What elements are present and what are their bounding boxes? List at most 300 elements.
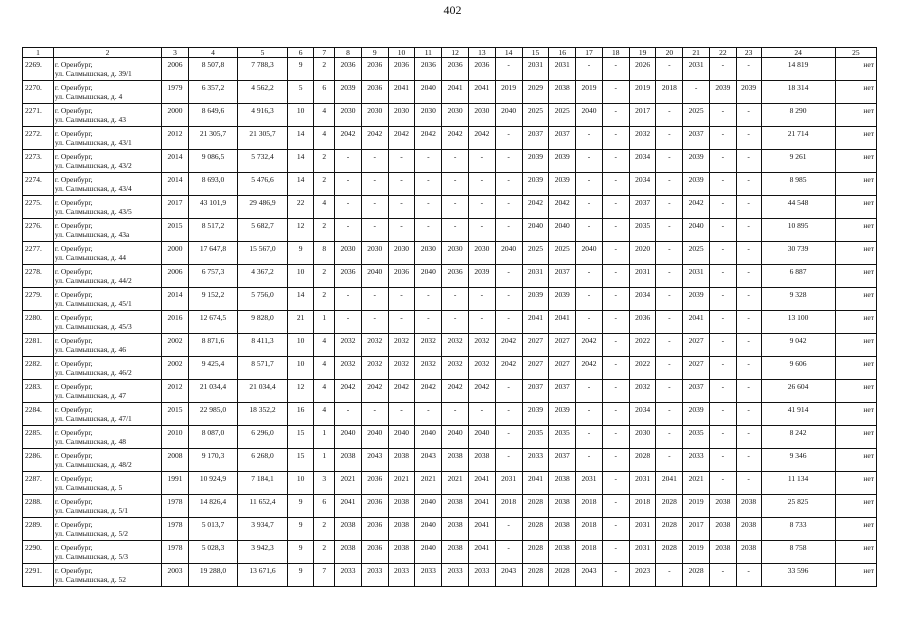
cell-col-15: 2041	[522, 472, 549, 495]
column-number-14: 14	[495, 48, 522, 58]
address-street: ул. Салмышская, д. 43а	[54, 230, 130, 239]
cell-col-13: -	[468, 196, 495, 219]
cell-col-11: 2032	[415, 357, 442, 380]
cell-col-7: 2	[314, 219, 335, 242]
cell-col-9: 2036	[361, 81, 388, 104]
cell-col-13: 2033	[468, 564, 495, 587]
address-cell	[53, 311, 161, 334]
cell-col-23: -	[736, 426, 761, 449]
cell-col-6: 10	[287, 265, 314, 288]
cell-col-7: 4	[314, 380, 335, 403]
cell-col-20: -	[656, 150, 683, 173]
cell-col-7: 1	[314, 311, 335, 334]
cell-col-3: 2014	[162, 173, 189, 196]
cell-col-6: 10	[287, 472, 314, 495]
cell-col-23: -	[736, 380, 761, 403]
address-street: ул. Салмышская, д. 44	[54, 253, 126, 262]
cell-col-25: нет	[835, 58, 876, 81]
cell-col-16: 2037	[549, 449, 576, 472]
cell-col-16: 2037	[549, 265, 576, 288]
cell-col-13: 2038	[468, 449, 495, 472]
cell-col-12: 2040	[442, 426, 469, 449]
cell-col-25: нет	[835, 403, 876, 426]
cell-col-22: -	[710, 242, 737, 265]
cell-col-23: 2038	[736, 495, 761, 518]
cell-col-16: 2037	[549, 380, 576, 403]
cell-col-9: -	[361, 173, 388, 196]
cell-col-25: нет	[835, 426, 876, 449]
cell-col-14: -	[495, 265, 522, 288]
cell-col-3: 1978	[162, 518, 189, 541]
row-number: 2286.	[23, 449, 54, 472]
cell-col-18: -	[602, 288, 629, 311]
cell-col-18: -	[602, 380, 629, 403]
column-number-5: 5	[238, 48, 287, 58]
column-number-1: 1	[23, 48, 54, 58]
cell-col-5: 29 486,9	[238, 196, 287, 219]
cell-col-6: 22	[287, 196, 314, 219]
row-number: 2278.	[23, 265, 54, 288]
cell-col-25: нет	[835, 288, 876, 311]
cell-col-12: 2030	[442, 104, 469, 127]
cell-col-19: 2034	[629, 150, 656, 173]
cell-col-17: 2042	[576, 357, 603, 380]
cell-col-4: 5 013,7	[188, 518, 237, 541]
cell-col-25: нет	[835, 334, 876, 357]
cell-col-21: 2035	[683, 426, 710, 449]
cell-col-15: 2031	[522, 265, 549, 288]
cell-col-15: 2037	[522, 380, 549, 403]
cell-col-24: 8 290	[761, 104, 835, 127]
column-number-22: 22	[710, 48, 737, 58]
cell-col-4: 6 757,3	[188, 265, 237, 288]
cell-col-20: 2028	[656, 518, 683, 541]
table-row	[23, 219, 877, 242]
cell-col-11: 2032	[415, 334, 442, 357]
cell-col-6: 9	[287, 242, 314, 265]
cell-col-5: 5 732,4	[238, 150, 287, 173]
cell-col-7: 2	[314, 518, 335, 541]
cell-col-7: 2	[314, 150, 335, 173]
cell-col-11: 2043	[415, 449, 442, 472]
cell-col-20: -	[656, 403, 683, 426]
cell-col-16: 2038	[549, 81, 576, 104]
cell-col-18: -	[602, 426, 629, 449]
cell-col-20: 2028	[656, 541, 683, 564]
cell-col-5: 6 268,0	[238, 449, 287, 472]
address-city: г. Оренбург,	[54, 83, 93, 92]
cell-col-14: -	[495, 518, 522, 541]
cell-col-16: 2035	[549, 426, 576, 449]
cell-col-19: 2020	[629, 242, 656, 265]
table-row	[23, 472, 877, 495]
cell-col-20: -	[656, 380, 683, 403]
cell-col-24: 9 606	[761, 357, 835, 380]
cell-col-24: 8 733	[761, 518, 835, 541]
cell-col-13: 2041	[468, 472, 495, 495]
cell-col-15: 2027	[522, 357, 549, 380]
cell-col-15: 2042	[522, 196, 549, 219]
cell-col-9: -	[361, 403, 388, 426]
cell-col-22: -	[710, 564, 737, 587]
cell-col-5: 7 184,1	[238, 472, 287, 495]
cell-col-25: нет	[835, 104, 876, 127]
cell-col-18: -	[602, 242, 629, 265]
cell-col-22: 2038	[710, 495, 737, 518]
row-number: 2284.	[23, 403, 54, 426]
cell-col-21: 2042	[683, 196, 710, 219]
address-city: г. Оренбург,	[54, 405, 93, 414]
cell-col-8: -	[335, 311, 362, 334]
address-street: ул. Салмышская, д. 52	[54, 575, 126, 584]
address-city: г. Оренбург,	[54, 152, 93, 161]
cell-col-24: 10 895	[761, 219, 835, 242]
address-cell	[53, 518, 161, 541]
cell-col-5: 5 476,6	[238, 173, 287, 196]
cell-col-22: -	[710, 334, 737, 357]
column-number-header-row	[23, 48, 877, 58]
cell-col-23: -	[736, 334, 761, 357]
cell-col-13: -	[468, 173, 495, 196]
cell-col-12: 2038	[442, 495, 469, 518]
row-number: 2276.	[23, 219, 54, 242]
cell-col-18: -	[602, 196, 629, 219]
column-number-17: 17	[576, 48, 603, 58]
cell-col-3: 2014	[162, 288, 189, 311]
cell-col-7: 2	[314, 288, 335, 311]
address-city: г. Оренбург,	[54, 198, 93, 207]
row-number: 2277.	[23, 242, 54, 265]
cell-col-20: -	[656, 127, 683, 150]
cell-col-8: 2038	[335, 518, 362, 541]
cell-col-19: 2019	[629, 81, 656, 104]
cell-col-3: 2002	[162, 334, 189, 357]
cell-col-19: 2017	[629, 104, 656, 127]
cell-col-21: 2039	[683, 403, 710, 426]
table-row	[23, 426, 877, 449]
cell-col-13: 2041	[468, 495, 495, 518]
row-number: 2280.	[23, 311, 54, 334]
cell-col-6: 16	[287, 403, 314, 426]
cell-col-24: 18 314	[761, 81, 835, 104]
cell-col-23: -	[736, 196, 761, 219]
cell-col-14: -	[495, 150, 522, 173]
cell-col-8: 2033	[335, 564, 362, 587]
table-row	[23, 150, 877, 173]
cell-col-22: 2038	[710, 541, 737, 564]
cell-col-20: -	[656, 449, 683, 472]
cell-col-10: 2032	[388, 334, 415, 357]
address-city: г. Оренбург,	[54, 359, 93, 368]
cell-col-8: 2032	[335, 334, 362, 357]
address-cell	[53, 334, 161, 357]
table-row	[23, 495, 877, 518]
cell-col-25: нет	[835, 472, 876, 495]
address-city: г. Оренбург,	[54, 313, 93, 322]
cell-col-12: 2042	[442, 127, 469, 150]
cell-col-21: 2031	[683, 265, 710, 288]
cell-col-11: -	[415, 150, 442, 173]
page-number: 402	[443, 3, 462, 17]
cell-col-16: 2042	[549, 196, 576, 219]
cell-col-11: -	[415, 311, 442, 334]
row-number: 2291.	[23, 564, 54, 587]
address-city: г. Оренбург,	[54, 244, 93, 253]
cell-col-4: 8 693,0	[188, 173, 237, 196]
address-street: ул. Салмышская, д. 45/1	[54, 299, 132, 308]
address-street: ул. Салмышская, д. 43/5	[54, 207, 132, 216]
cell-col-3: 2017	[162, 196, 189, 219]
address-street: ул. Салмышская, д. 5/1	[54, 506, 129, 515]
cell-col-6: 9	[287, 58, 314, 81]
cell-col-8: -	[335, 196, 362, 219]
cell-col-12: -	[442, 219, 469, 242]
cell-col-3: 1991	[162, 472, 189, 495]
cell-col-6: 10	[287, 357, 314, 380]
cell-col-19: 2035	[629, 219, 656, 242]
row-number: 2269.	[23, 58, 54, 81]
cell-col-17: 2018	[576, 541, 603, 564]
cell-col-13: 2041	[468, 541, 495, 564]
cell-col-16: 2039	[549, 403, 576, 426]
address-cell	[53, 541, 161, 564]
cell-col-13: -	[468, 311, 495, 334]
cell-col-11: 2040	[415, 81, 442, 104]
cell-col-22: -	[710, 58, 737, 81]
cell-col-6: 5	[287, 81, 314, 104]
cell-col-4: 21 034,4	[188, 380, 237, 403]
cell-col-5: 13 671,6	[238, 564, 287, 587]
cell-col-7: 4	[314, 196, 335, 219]
table-row	[23, 288, 877, 311]
cell-col-7: 8	[314, 242, 335, 265]
cell-col-7: 4	[314, 334, 335, 357]
address-cell	[53, 150, 161, 173]
column-number-3: 3	[162, 48, 189, 58]
cell-col-12: -	[442, 173, 469, 196]
cell-col-24: 21 714	[761, 127, 835, 150]
cell-col-6: 14	[287, 288, 314, 311]
table-row	[23, 173, 877, 196]
address-street: ул. Салмышская, д. 48/2	[54, 460, 132, 469]
cell-col-16: 2039	[549, 288, 576, 311]
cell-col-20: -	[656, 104, 683, 127]
cell-col-9: 2042	[361, 127, 388, 150]
cell-col-19: 2026	[629, 58, 656, 81]
cell-col-5: 3 942,3	[238, 541, 287, 564]
cell-col-5: 7 788,3	[238, 58, 287, 81]
cell-col-4: 9 152,2	[188, 288, 237, 311]
cell-col-5: 21 034,4	[238, 380, 287, 403]
cell-col-8: 2030	[335, 242, 362, 265]
address-street: ул. Салмышская, д. 43/2	[54, 161, 132, 170]
cell-col-15: 2033	[522, 449, 549, 472]
cell-col-8: -	[335, 403, 362, 426]
table-row	[23, 196, 877, 219]
cell-col-17: 2043	[576, 564, 603, 587]
cell-col-25: нет	[835, 219, 876, 242]
row-number: 2271.	[23, 104, 54, 127]
cell-col-23: 2038	[736, 518, 761, 541]
cell-col-24: 25 825	[761, 495, 835, 518]
column-number-23: 23	[736, 48, 761, 58]
cell-col-5: 8 571,7	[238, 357, 287, 380]
table-row	[23, 357, 877, 380]
cell-col-18: -	[602, 127, 629, 150]
cell-col-18: -	[602, 541, 629, 564]
cell-col-15: 2040	[522, 219, 549, 242]
address-city: г. Оренбург,	[54, 175, 93, 184]
cell-col-17: 2018	[576, 495, 603, 518]
cell-col-9: 2030	[361, 104, 388, 127]
cell-col-12: 2041	[442, 81, 469, 104]
cell-col-12: 2036	[442, 265, 469, 288]
cell-col-22: -	[710, 127, 737, 150]
address-cell	[53, 564, 161, 587]
row-number: 2272.	[23, 127, 54, 150]
cell-col-6: 10	[287, 334, 314, 357]
cell-col-17: 2018	[576, 518, 603, 541]
cell-col-5: 9 828,0	[238, 311, 287, 334]
address-city: г. Оренбург,	[54, 497, 93, 506]
cell-col-18: -	[602, 58, 629, 81]
cell-col-25: нет	[835, 518, 876, 541]
row-number: 2285.	[23, 426, 54, 449]
cell-col-4: 10 924,9	[188, 472, 237, 495]
row-number: 2281.	[23, 334, 54, 357]
cell-col-6: 15	[287, 426, 314, 449]
cell-col-13: 2036	[468, 58, 495, 81]
cell-col-9: 2040	[361, 265, 388, 288]
table-row	[23, 81, 877, 104]
column-number-9: 9	[361, 48, 388, 58]
cell-col-8: 2038	[335, 449, 362, 472]
cell-col-12: -	[442, 311, 469, 334]
cell-col-14: -	[495, 196, 522, 219]
cell-col-12: -	[442, 150, 469, 173]
cell-col-24: 6 887	[761, 265, 835, 288]
cell-col-10: 2021	[388, 472, 415, 495]
address-city: г. Оренбург,	[54, 129, 93, 138]
cell-col-22: -	[710, 426, 737, 449]
cell-col-10: 2042	[388, 127, 415, 150]
cell-col-11: -	[415, 196, 442, 219]
column-number-6: 6	[287, 48, 314, 58]
cell-col-12: -	[442, 403, 469, 426]
cell-col-10: 2038	[388, 495, 415, 518]
cell-col-3: 1979	[162, 81, 189, 104]
cell-col-4: 5 028,3	[188, 541, 237, 564]
cell-col-19: 2034	[629, 288, 656, 311]
cell-col-8: -	[335, 219, 362, 242]
row-number: 2290.	[23, 541, 54, 564]
cell-col-21: 2031	[683, 58, 710, 81]
cell-col-6: 12	[287, 219, 314, 242]
cell-col-5: 4 916,3	[238, 104, 287, 127]
cell-col-4: 8 871,6	[188, 334, 237, 357]
cell-col-20: -	[656, 265, 683, 288]
cell-col-21: 2039	[683, 150, 710, 173]
cell-col-24: 14 819	[761, 58, 835, 81]
table-row	[23, 564, 877, 587]
cell-col-23: -	[736, 288, 761, 311]
cell-col-13: 2041	[468, 518, 495, 541]
table-row	[23, 311, 877, 334]
cell-col-12: 2030	[442, 242, 469, 265]
cell-col-7: 2	[314, 541, 335, 564]
table-row	[23, 334, 877, 357]
cell-col-19: 2028	[629, 449, 656, 472]
cell-col-7: 4	[314, 357, 335, 380]
cell-col-13: 2039	[468, 265, 495, 288]
cell-col-3: 2010	[162, 426, 189, 449]
column-number-12: 12	[442, 48, 469, 58]
cell-col-24: 9 261	[761, 150, 835, 173]
cell-col-6: 15	[287, 449, 314, 472]
cell-col-17: 2040	[576, 242, 603, 265]
cell-col-15: 2037	[522, 127, 549, 150]
cell-col-7: 7	[314, 564, 335, 587]
cell-col-24: 8 242	[761, 426, 835, 449]
cell-col-14: -	[495, 449, 522, 472]
cell-col-21: 2039	[683, 173, 710, 196]
cell-col-12: 2033	[442, 564, 469, 587]
address-cell	[53, 495, 161, 518]
address-cell	[53, 426, 161, 449]
cell-col-17: 2042	[576, 334, 603, 357]
table-row	[23, 403, 877, 426]
cell-col-5: 4 367,2	[238, 265, 287, 288]
cell-col-12: 2021	[442, 472, 469, 495]
cell-col-16: 2025	[549, 242, 576, 265]
cell-col-19: 2022	[629, 334, 656, 357]
cell-col-3: 2015	[162, 403, 189, 426]
cell-col-22: -	[710, 288, 737, 311]
cell-col-13: 2030	[468, 242, 495, 265]
address-city: г. Оренбург,	[54, 520, 93, 529]
cell-col-11: 2021	[415, 472, 442, 495]
cell-col-17: -	[576, 380, 603, 403]
cell-col-4: 12 674,5	[188, 311, 237, 334]
cell-col-22: -	[710, 173, 737, 196]
cell-col-7: 4	[314, 127, 335, 150]
cell-col-25: нет	[835, 495, 876, 518]
cell-col-3: 2000	[162, 104, 189, 127]
cell-col-25: нет	[835, 173, 876, 196]
cell-col-18: -	[602, 564, 629, 587]
cell-col-15: 2039	[522, 403, 549, 426]
cell-col-18: -	[602, 150, 629, 173]
cell-col-5: 5 756,0	[238, 288, 287, 311]
cell-col-10: 2042	[388, 380, 415, 403]
cell-col-23: -	[736, 357, 761, 380]
cell-col-10: -	[388, 288, 415, 311]
cell-col-4: 8 517,2	[188, 219, 237, 242]
address-street: ул. Салмышская, д. 47/1	[54, 414, 132, 423]
address-cell	[53, 127, 161, 150]
cell-col-9: 2036	[361, 541, 388, 564]
cell-col-17: -	[576, 311, 603, 334]
cell-col-17: -	[576, 449, 603, 472]
cell-col-23: -	[736, 265, 761, 288]
cell-col-21: 2033	[683, 449, 710, 472]
cell-col-25: нет	[835, 81, 876, 104]
cell-col-15: 2028	[522, 564, 549, 587]
cell-col-7: 1	[314, 426, 335, 449]
cell-col-9: 2032	[361, 334, 388, 357]
cell-col-25: нет	[835, 196, 876, 219]
cell-col-3: 2012	[162, 380, 189, 403]
